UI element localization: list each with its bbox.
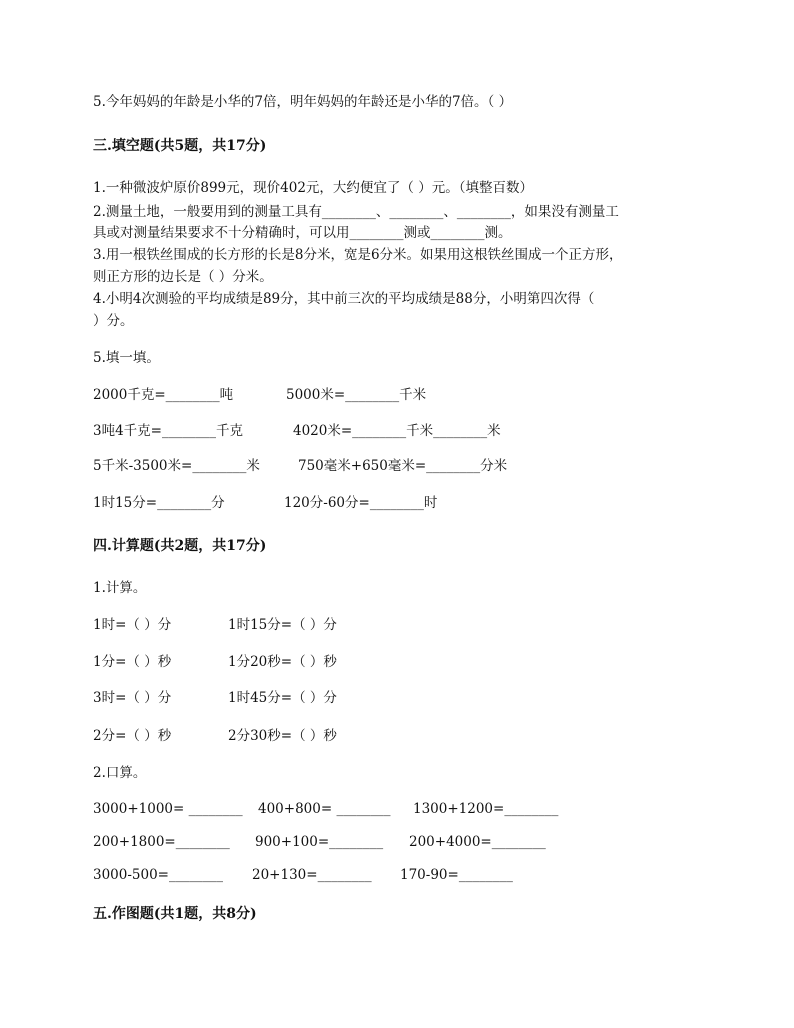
time-row-left: 3时=（ ）分 — [93, 690, 172, 706]
time-row-left: 1分=（ ）秒 — [93, 654, 172, 670]
conversion-row-left: 1时15分=________分 — [93, 495, 225, 511]
fill-q5-title: 5.填一填。 — [93, 350, 160, 366]
fill-q4-line2: ）分。 — [93, 313, 134, 329]
time-row-right: 1时15分=（ ）分 — [228, 617, 337, 633]
question-5-true-false: 5.今年妈妈的年龄是小华的7倍，明年妈妈的年龄还是小华的7倍。（ ） — [93, 94, 513, 110]
time-row-right: 2分30秒=（ ）秒 — [228, 728, 337, 744]
oral-item: 3000+1000= ________ — [93, 801, 243, 817]
conversion-row-left: 2000千克=________吨 — [93, 387, 234, 403]
section-5-heading: 五.作图题(共1题，共8分) — [93, 906, 257, 922]
oral-item: 200+4000=________ — [409, 834, 546, 850]
conversion-row-right: 4020米=________千米________米 — [293, 423, 501, 439]
time-row-left: 2分=（ ）秒 — [93, 728, 172, 744]
time-row-right: 1时45分=（ ）分 — [228, 690, 337, 706]
oral-item: 3000-500=________ — [93, 867, 223, 883]
oral-item: 200+1800=________ — [93, 834, 230, 850]
oral-item: 20+130=________ — [252, 867, 372, 883]
conversion-row-right: 750毫米+650毫米=________分米 — [298, 458, 508, 474]
fill-q2-line2: 具或对测量结果要求不十分精确时，可以用________测或________测。 — [93, 225, 512, 241]
conversion-row-left: 5千米-3500米=________米 — [93, 458, 260, 474]
time-row-right: 1分20秒=（ ）秒 — [228, 654, 337, 670]
conversion-row-right: 5000米=________千米 — [286, 387, 427, 403]
oral-item: 400+800= ________ — [258, 801, 391, 817]
calc-q2-title: 2.口算。 — [93, 765, 147, 781]
fill-q4-line1: 4.小明4次测验的平均成绩是89分，其中前三次的平均成绩是88分，小明第四次得（ — [93, 291, 595, 307]
fill-q3-line2: 则正方形的边长是（ ）分米。 — [93, 269, 273, 285]
time-row-left: 1时=（ ）分 — [93, 617, 172, 633]
fill-q1: 1.一种微波炉原价899元，现价402元，大约便宜了（ ）元。（填整百数） — [93, 180, 533, 196]
calc-q1-title: 1.计算。 — [93, 580, 147, 596]
oral-item: 900+100=________ — [255, 834, 384, 850]
fill-q2-line1: 2.测量土地，一般要用到的测量工具有________、________、________，如果没有测量工 — [93, 204, 619, 220]
section-3-heading: 三.填空题(共5题，共17分) — [93, 138, 267, 154]
section-4-heading: 四.计算题(共2题，共17分) — [93, 538, 267, 554]
fill-q3-line1: 3.用一根铁丝围成的长方形的长是8分米，宽是6分米。如果用这根铁丝围成一个正方形， — [93, 247, 623, 263]
conversion-row-left: 3吨4千克=________千克 — [93, 423, 243, 439]
oral-item: 1300+1200=________ — [413, 801, 559, 817]
oral-item: 170-90=________ — [400, 867, 513, 883]
conversion-row-right: 120分-60分=________时 — [284, 495, 438, 511]
